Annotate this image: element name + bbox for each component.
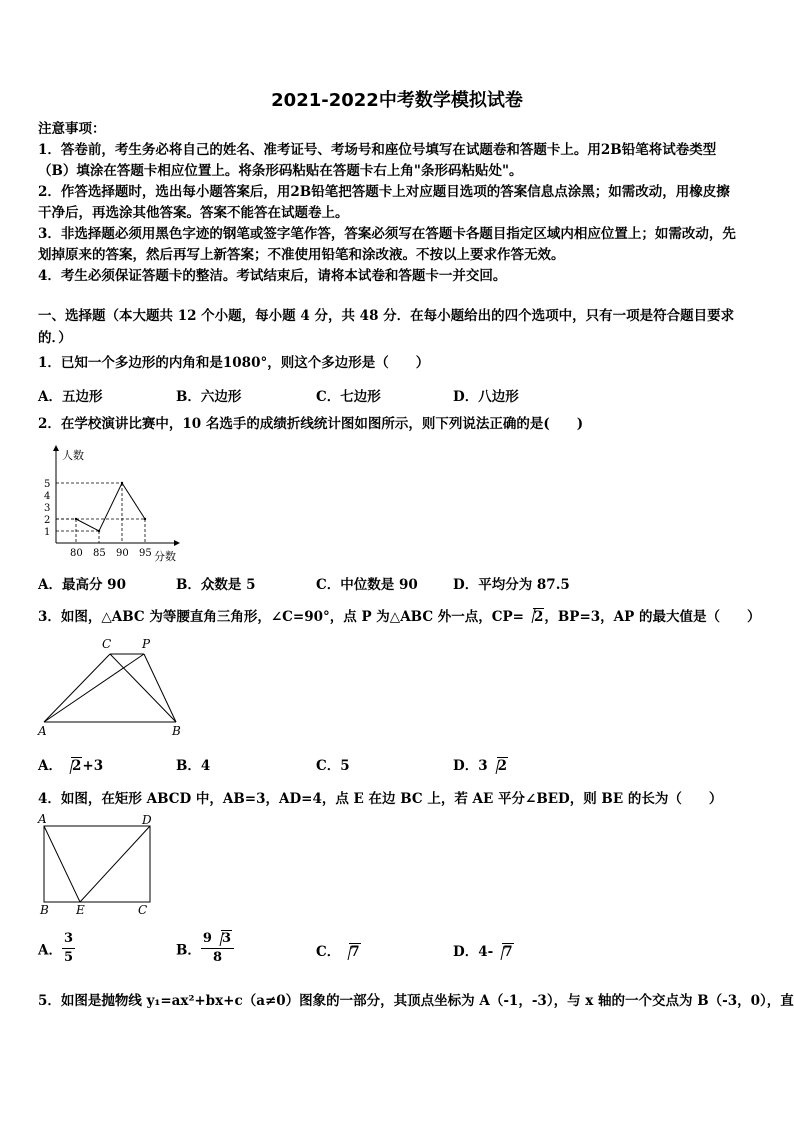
section-heading-line-1: 一、选择题（本大题共 12 个小题，每小题 4 分，共 48 分．在每小题给出的四个选项中，只有一项是符合题目要求 — [38, 308, 735, 324]
x-tick-label: 85 — [93, 548, 106, 559]
q3-triangle-figure — [36, 634, 188, 740]
q4-option-b-radicand: 3 — [221, 931, 232, 946]
x-tick-label: 90 — [116, 548, 129, 559]
q3-option-d-radicand: 2 — [497, 758, 508, 774]
q4-label-b: B — [40, 903, 49, 917]
q3-option-a — [38, 754, 103, 774]
data-line — [76, 483, 145, 531]
q4-option-a-numerator: 3 — [62, 930, 75, 949]
q4-option-b-sqrt — [212, 930, 232, 948]
y-axis-arrow — [53, 445, 59, 451]
notice-heading: 注意事项： — [38, 121, 106, 137]
q3-sqrt — [524, 607, 544, 628]
y-tick-label: 1 — [44, 527, 51, 538]
q4-option-b-coefficient: 9 — [202, 931, 212, 946]
x-axis-label: 分数 — [154, 550, 176, 563]
q4-option-d-radicand: 7 — [503, 944, 513, 960]
q4-rectangle-figure — [36, 812, 160, 920]
q2-option-c: C．中位数是 90 — [316, 577, 418, 593]
page-title: 2021-2022中考数学模拟试卷 — [271, 90, 523, 111]
q3-stem-part-1: 3．如图，△ABC 为等腰直角三角形，∠C=90°，点 P 为△ABC 外一点，CP= — [38, 609, 524, 625]
q4-option-b-fraction — [201, 930, 234, 967]
q1-option-b: B．六边形 — [176, 389, 242, 405]
data-point — [75, 518, 77, 520]
q4-option-a-fraction — [62, 930, 75, 967]
q4-option-a — [38, 930, 75, 967]
notice-line-5: 3．非选择题必须用黑色字迹的钢笔或签字笔作答，答案必须写在答题卡各题目指定区域内相应位置上；如需改动，先 — [38, 226, 736, 242]
q4-option-a-denominator: 5 — [63, 950, 74, 965]
q4-option-b — [176, 930, 234, 967]
q4-label-c: C — [138, 903, 148, 917]
q3-label-b: B — [172, 724, 181, 738]
q4-option-d-prefix: D．4- — [453, 944, 494, 960]
q3-option-d-sqrt — [488, 758, 508, 774]
y-tick-label: 3 — [44, 503, 51, 514]
y-tick-label: 2 — [44, 515, 51, 526]
x-axis-arrow — [174, 540, 180, 546]
q3-stem-part-2: ，BP=3，AP 的最大值是（ ） — [544, 609, 761, 625]
x-tick-label: 80 — [70, 548, 83, 559]
q4-label-e: E — [76, 903, 85, 917]
q4-option-c — [316, 940, 361, 960]
q2-option-a: A．最高分 90 — [38, 577, 126, 593]
notice-line-1: 1．答卷前，考生务必将自己的姓名、准考证号、考场号和座位号填写在试题卷和答题卡上。用2B铅笔将试卷类型 — [38, 142, 717, 158]
q1-stem: 1．已知一个多边形的内角和是1080°，则这个多边形是（ ） — [38, 355, 430, 371]
q4-option-c-sqrt — [340, 944, 360, 960]
notice-line-7: 4．考生必须保证答题卡的整洁。考试结束后，请将本试卷和答题卡一并交回。 — [38, 268, 507, 284]
q3-option-a-prefix: A． — [38, 758, 62, 774]
q4-option-d — [453, 940, 514, 960]
notice-line-3: 2．作答选择题时，选出每小题答案后，用2B铅笔把答题卡上对应题目选项的答案信息点涂黑；如需改动，用橡皮擦 — [38, 184, 730, 200]
q3-option-d — [453, 754, 508, 774]
q2-line-chart — [36, 444, 186, 564]
notice-line-4: 干净后，再选涂其他答案。答案不能答在试题卷上。 — [38, 205, 349, 221]
q4-option-c-prefix: C． — [316, 944, 341, 960]
y-axis-label: 人数 — [62, 449, 84, 462]
notice-line-6: 划掉原来的答案，然后再写上新答案；不准使用铅笔和涂改液。不按以上要求作答无效。 — [38, 247, 565, 263]
q5-stem: 5．如图是抛物线 y₁=ax²+bx+c（a≠0）图象的一部分，其顶点坐标为 A（-1，-3），与 x 轴的一个交点为 B（-3，0），直 — [38, 993, 794, 1009]
y-tick-label: 5 — [44, 479, 51, 490]
x-tick-label: 95 — [139, 548, 152, 559]
q2-option-d: D．平均分为 87.5 — [453, 577, 570, 593]
q4-option-b-prefix: B． — [176, 942, 201, 959]
q3-stem — [38, 607, 760, 628]
y-tick-label: 4 — [44, 491, 51, 502]
q1-option-c: C．七边形 — [316, 389, 381, 405]
q3-label-c: C — [102, 637, 112, 651]
q3-label-a: A — [38, 724, 47, 738]
q1-option-d: D．八边形 — [453, 389, 519, 405]
q4-option-c-radicand: 7 — [350, 944, 360, 960]
q3-label-p: P — [142, 637, 151, 651]
q4-stem: 4．如图，在矩形 ABCD 中，AB=3，AD=4，点 E 在边 BC 上，若 AE 平分∠BED，则 BE 的长为（ ） — [38, 791, 723, 807]
notice-line-2: （B）填涂在答题卡相应位置上。将条形码粘贴在答题卡右上角"条形码粘贴处"。 — [38, 163, 523, 179]
q3-option-a-sqrt — [62, 758, 82, 774]
q4-option-b-denominator: 8 — [212, 950, 222, 965]
q2-option-b: B．众数是 5 — [176, 577, 256, 593]
section-heading-line-2: 的．） — [38, 330, 72, 346]
q3-option-a-suffix: +3 — [82, 758, 104, 774]
data-point — [144, 518, 146, 520]
q3-sqrt-radicand: 2 — [533, 609, 544, 625]
q1-option-a: A．五边形 — [38, 389, 103, 405]
q3-option-d-prefix: D．3 — [453, 758, 488, 774]
q2-stem: 2．在学校演讲比赛中，10 名选手的成绩折线统计图如图所示，则下列说法正确的是( ) — [38, 416, 584, 432]
q4-option-b-numerator — [201, 930, 234, 949]
data-point — [98, 530, 100, 532]
q4-option-d-sqrt — [493, 944, 513, 960]
q4-option-a-prefix: A． — [38, 942, 62, 959]
q4-label-a: A — [38, 812, 47, 826]
q3-option-b: B．4 — [176, 758, 211, 774]
data-point — [121, 482, 123, 484]
q4-label-d: D — [142, 813, 152, 827]
q3-option-c: C．5 — [316, 758, 350, 774]
q3-option-a-radicand: 2 — [71, 758, 82, 774]
